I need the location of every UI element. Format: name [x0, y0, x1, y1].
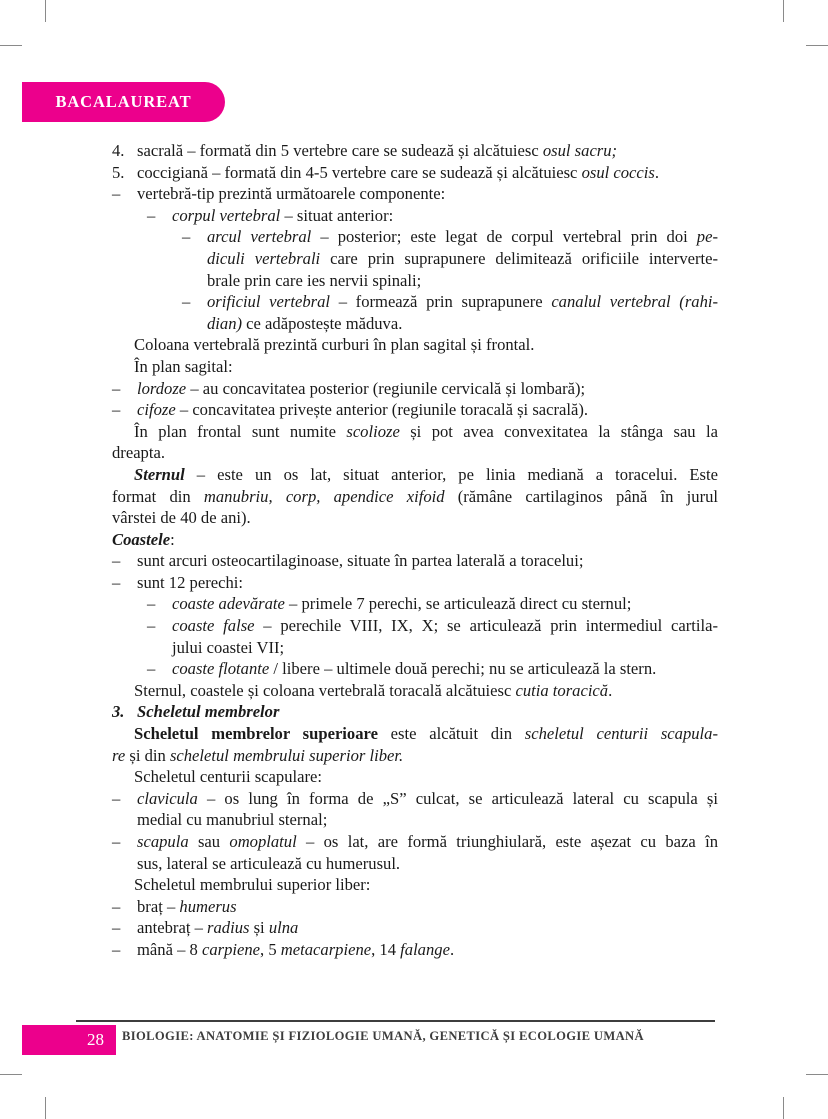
crop-mark-top-left-horizontal — [0, 45, 22, 46]
line-text: – perechile VIII, IX, X; se articulează prin intermediul cartila- — [254, 616, 718, 636]
list-item-term: arcul vertebral — [207, 227, 312, 247]
list-item-term-alt: metacarpiene — [280, 939, 372, 959]
list-item-term-alt: omoplatul — [229, 832, 297, 851]
list-item-term: lordoze — [137, 378, 187, 398]
line-term: scolioze — [346, 421, 400, 441]
list-item-text: – situat anterior: — [280, 205, 394, 225]
line-term-cont: dian) — [207, 313, 243, 333]
list-marker: – — [147, 659, 156, 679]
list-item-sacrala — [112, 140, 718, 162]
text-line: vârstei de 40 de ani). — [112, 508, 251, 528]
line-term: manubriu, corp, apendice xifoid — [203, 486, 445, 506]
list-marker: – — [112, 572, 121, 592]
line-text: ce adăpostește măduva. — [242, 313, 403, 333]
list-item-term: coaste flotante — [172, 659, 270, 679]
line-text: format din — [112, 486, 204, 506]
text-line — [134, 421, 718, 443]
line-text: – os lat, are formă triunghiulară, este așezat cu baza în — [296, 832, 718, 851]
list-item-text: coccigiană – formată din 4-5 vertebre care se sudează și alcătuiesc — [137, 162, 582, 182]
list-item-term: radius — [207, 918, 250, 938]
page-number-badge — [22, 1025, 116, 1055]
list-item-term: cifoze — [137, 400, 176, 420]
text-line: sus, lateral se articulează cu humerusul. — [137, 853, 401, 873]
crop-mark-top-left-vertical — [45, 0, 46, 22]
list-marker: – — [147, 616, 156, 636]
list-item-antebrat — [112, 917, 718, 939]
text-line — [137, 788, 718, 810]
section-marker: 3. — [112, 702, 125, 722]
line-text: și pot avea convexitatea la stânga sau la — [399, 421, 718, 441]
list-item-vertebra-tip — [112, 183, 718, 205]
list-marker: – — [147, 594, 156, 614]
list-item-coaste-adevarate — [147, 593, 718, 615]
list-marker: – — [112, 896, 121, 916]
paragraph-sternul — [112, 464, 718, 529]
text-line: brale prin care ies nervii spinali; — [207, 270, 422, 290]
line-text: sau — [188, 832, 230, 851]
list-item-text: sunt 12 perechi: — [137, 572, 243, 592]
list-item-text: braț – — [137, 896, 180, 916]
chapter-tab — [22, 82, 225, 122]
list-marker: – — [112, 832, 121, 851]
paragraph-in-plan-sagital: În plan sagital: — [134, 356, 233, 376]
text-line — [207, 313, 718, 335]
list-marker: – — [112, 400, 121, 420]
line-term: scheletul centurii scapula- — [524, 724, 718, 744]
text-line — [134, 464, 718, 486]
section-title: Scheletul membrelor — [137, 702, 280, 722]
list-marker: – — [112, 551, 121, 571]
list-marker: – — [112, 939, 121, 959]
line-text: În plan frontal sunt numite — [134, 421, 347, 441]
line-term-cont: diculi vertebrali — [207, 248, 321, 268]
list-item-orificiul-vertebral — [182, 291, 718, 334]
list-item-text: / libere – ultimele două perechi; nu se articulează la stern. — [269, 659, 657, 679]
list-item-coccigiana — [112, 162, 718, 184]
list-item-term: osul coccis — [581, 162, 655, 182]
list-item-term: corpul vertebral — [172, 205, 281, 225]
list-marker: – — [112, 378, 121, 398]
line-text: este alcătuit din — [377, 724, 525, 744]
list-item-text: – au concavitatea posterior (regiunile cervicală și lombară); — [186, 378, 586, 398]
text-line: jului coastei VII; — [172, 637, 285, 657]
list-item-term: clavicula — [137, 788, 198, 808]
text-line — [207, 248, 718, 270]
crop-mark-top-right-vertical — [783, 0, 784, 22]
section-heading-scheletul-membrelor — [112, 701, 718, 723]
line-term-cont: re — [112, 745, 126, 765]
list-marker: – — [112, 788, 121, 808]
heading-coastele — [112, 529, 718, 551]
text-line — [137, 831, 718, 853]
heading-term: Coastele — [112, 529, 171, 549]
list-marker: 5. — [112, 162, 125, 182]
list-item-term: coaste adevărate — [172, 594, 285, 614]
list-item-coaste-flotante — [147, 658, 718, 680]
line-text: – formează prin suprapunere — [330, 292, 552, 312]
text-line: medial cu manubriul sternal; — [137, 810, 328, 830]
crop-mark-bottom-left-vertical — [45, 1097, 46, 1119]
page-body — [112, 140, 718, 961]
crop-mark-bottom-right-vertical — [783, 1097, 784, 1119]
list-item-term: humerus — [179, 896, 237, 916]
line-term-cont: pe- — [696, 227, 718, 247]
crop-mark-bottom-right-horizontal — [806, 1074, 828, 1075]
list-item-text: vertebră-tip prezintă următoarele componente: — [137, 184, 446, 204]
text-line — [172, 615, 718, 637]
list-item-text: sunt arcuri osteocartilaginoase, situate în partea laterală a toracelui; — [137, 551, 584, 571]
page-number: 28 — [87, 1030, 104, 1049]
list-item-text: , 5 — [260, 939, 281, 959]
list-item-cifoze — [112, 399, 718, 421]
paragraph-coloana-vertebrala: Coloana vertebrală prezintă curburi în plan sagital și frontal. — [134, 335, 535, 355]
list-item-term: osul sacru; — [542, 141, 618, 160]
line-text: – os lung în forma de „S” culcat, se articulează lateral cu scapula și — [197, 788, 718, 808]
paragraph-membru-superior-liber-head: Scheletul membrului superior liber: — [134, 875, 371, 895]
line-text: – posterior; este legat de corpul vertebral prin doi — [311, 227, 697, 247]
list-marker: – — [182, 227, 191, 247]
line-text: – este un os lat, situat anterior, pe linia mediană a toracelui. Este — [184, 464, 718, 484]
list-item-text: – primele 7 perechi, se articulează direct cu sternul; — [284, 594, 632, 614]
line-term: scheletul membrului superior liber. — [169, 745, 404, 765]
line-text: care prin suprapunere delimitează orificiile interverte- — [320, 248, 719, 268]
line-punct: . — [608, 680, 613, 700]
list-item-text: mână – 8 — [137, 939, 202, 959]
list-item-term: scapula — [137, 832, 189, 851]
text-line — [112, 745, 718, 767]
list-item-brat — [112, 896, 718, 918]
crop-mark-bottom-left-horizontal — [0, 1074, 22, 1075]
list-marker: – — [112, 918, 121, 938]
footer-divider — [76, 1020, 715, 1022]
list-item-corpul-vertebral — [147, 205, 718, 227]
chapter-tab-label: BACALAUREAT — [55, 92, 192, 111]
paragraph-membre-superioare — [112, 723, 718, 766]
line-text: (rămâne cartilaginos până în jurul — [444, 486, 719, 506]
list-item-punct: . — [654, 162, 660, 182]
list-marker: – — [112, 184, 121, 204]
heading-punct: : — [170, 529, 175, 549]
list-marker: 4. — [112, 141, 125, 160]
list-item-arcul-vertebral — [182, 226, 718, 291]
paragraph-cutia-toracica — [134, 680, 718, 702]
line-term-cont: canalul vertebral (rahi- — [551, 292, 719, 312]
text-line — [112, 486, 718, 508]
list-marker: – — [147, 205, 156, 225]
page-footer — [0, 1020, 828, 1062]
term-scheletul-membrelor-superioare: Scheletul membrelor superioare — [134, 724, 378, 744]
list-item-term: carpiene — [201, 939, 261, 959]
list-item-term-alt2: falange — [400, 939, 450, 959]
paragraph-plan-frontal — [112, 421, 718, 464]
list-item-coaste-false — [147, 615, 718, 658]
list-item-text: , 14 — [371, 939, 401, 959]
text-line — [207, 226, 718, 248]
text-line — [134, 723, 718, 745]
list-item-term: orificiul vertebral — [207, 292, 330, 312]
list-item-lordoze — [112, 378, 718, 400]
list-item-term-alt: ulna — [268, 918, 299, 938]
crop-mark-top-right-horizontal — [806, 45, 828, 46]
term-sternul: Sternul — [134, 464, 185, 484]
list-item-text: antebraț – — [137, 918, 208, 938]
list-item-term: coaste false — [172, 616, 255, 636]
text-line — [207, 291, 718, 313]
list-item-coaste-arcuri — [112, 550, 718, 572]
paragraph-centura-scapulara-head: Scheletul centurii scapulare: — [134, 767, 322, 787]
line-text: Sternul, coastele și coloana vertebrală toracală alcătuiesc — [134, 680, 516, 700]
text-line: dreapta. — [112, 443, 165, 463]
list-item-coaste-12-perechi — [112, 572, 718, 594]
list-item-scapula — [112, 831, 718, 874]
list-item-clavicula — [112, 788, 718, 831]
line-term: cutia toracică — [515, 680, 609, 700]
list-item-text: sacrală – formată din 5 vertebre care se sudează și alcătuiesc — [137, 141, 543, 160]
list-item-punct: . — [449, 939, 455, 959]
footer-title: BIOLOGIE: ANATOMIE ȘI FIZIOLOGIE UMANĂ, GENETICĂ ȘI ECOLOGIE UMANĂ — [122, 1029, 644, 1043]
list-item-text: și — [249, 918, 269, 938]
list-item-text: – concavitatea privește anterior (regiunile toracală și sacrală). — [175, 400, 589, 420]
line-text: și din — [125, 745, 170, 765]
list-marker: – — [182, 292, 191, 312]
list-item-mana — [112, 939, 718, 961]
